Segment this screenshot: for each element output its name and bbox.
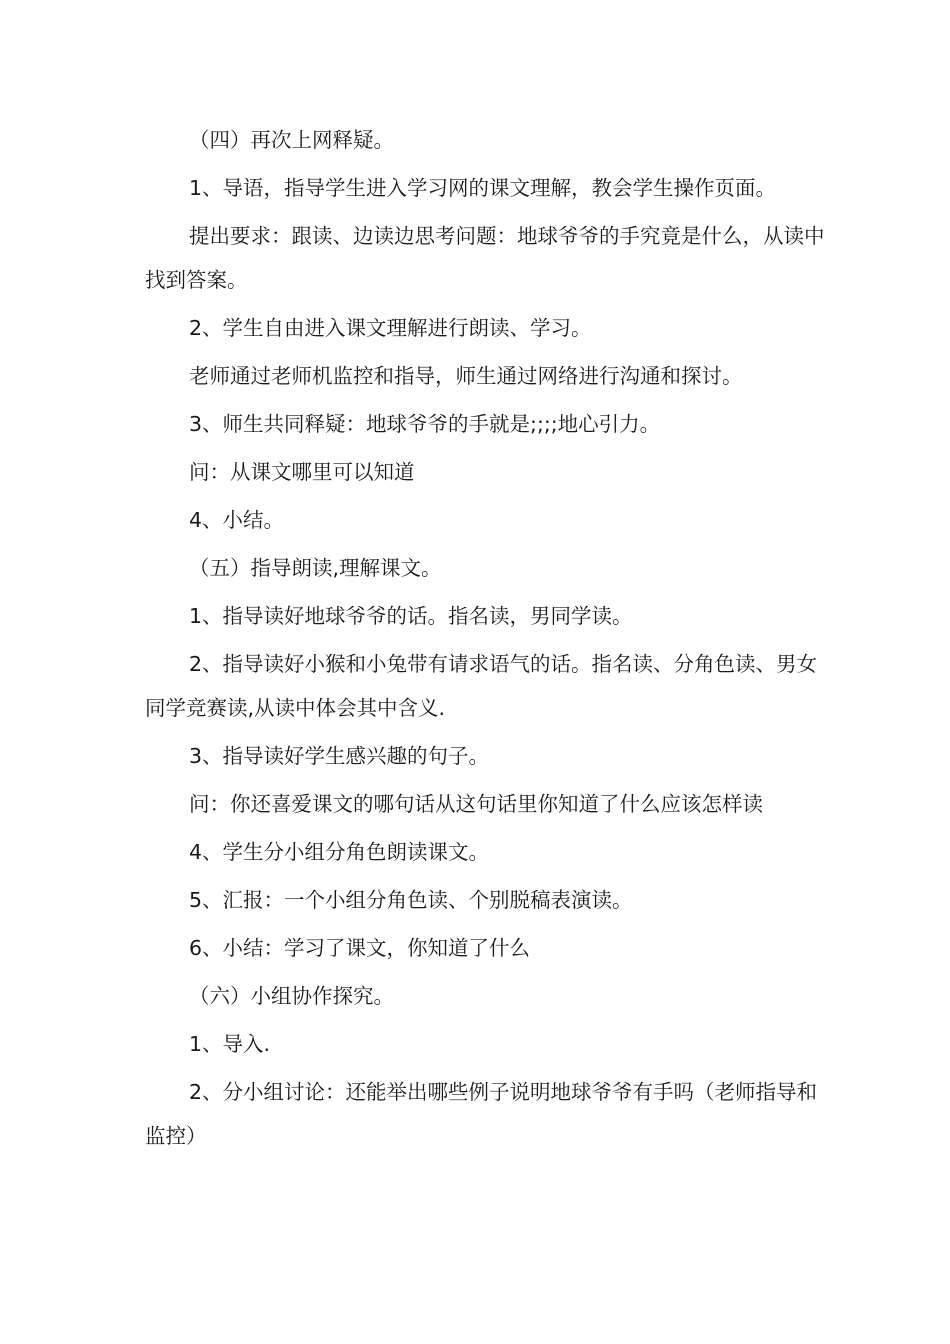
paragraph: 3、师生共同释疑：地球爷爷的手就是;;;;地心引力。: [189, 412, 661, 436]
paragraph: 4、学生分小组分角色朗读课文。: [189, 840, 490, 864]
paragraph: 1、导入.: [189, 1032, 271, 1056]
section-heading-6: （六）小组协作探究。: [189, 984, 394, 1008]
document-body: [145, 118, 825, 1162]
paragraph: 1、导语，指导学生进入学习网的课文理解，教会学生操作页面。: [189, 176, 777, 200]
paragraph: 2、学生自由进入课文理解进行朗读、学习。: [189, 316, 592, 340]
paragraph: 5、汇报：一个小组分角色读、个别脱稿表演读。: [189, 888, 633, 912]
paragraph: 6、小结：学习了课文，你知道了什么: [189, 936, 531, 960]
paragraph: 问：你还喜爱课文的哪句话从这句话里你知道了什么应该怎样读: [189, 792, 763, 816]
paragraph: 问：从课文哪里可以知道: [189, 460, 415, 484]
section-heading-5: （五）指导朗读,理解课文。: [189, 556, 442, 580]
paragraph: 2、分小组讨论：还能举出哪些例子说明地球爷爷有手吗（老师指导和监控）: [145, 1080, 818, 1148]
section-heading-4: （四）再次上网释疑。: [189, 128, 394, 152]
paragraph: 老师通过老师机监控和指导，师生通过网络进行沟通和探讨。: [189, 364, 743, 388]
paragraph: 1、指导读好地球爷爷的话。指名读，男同学读。: [189, 604, 633, 628]
paragraph: 3、指导读好学生感兴趣的句子。: [189, 744, 490, 768]
paragraph: 4、小结。: [189, 508, 285, 532]
paragraph: 提出要求：跟读、边读边思考问题：地球爷爷的手究竟是什么，从读中找到答案。: [145, 224, 825, 292]
paragraph: 2、指导读好小猴和小兔带有请求语气的话。指名读、分角色读、男女同学竞赛读,从读中体会其中含义.: [145, 652, 818, 720]
